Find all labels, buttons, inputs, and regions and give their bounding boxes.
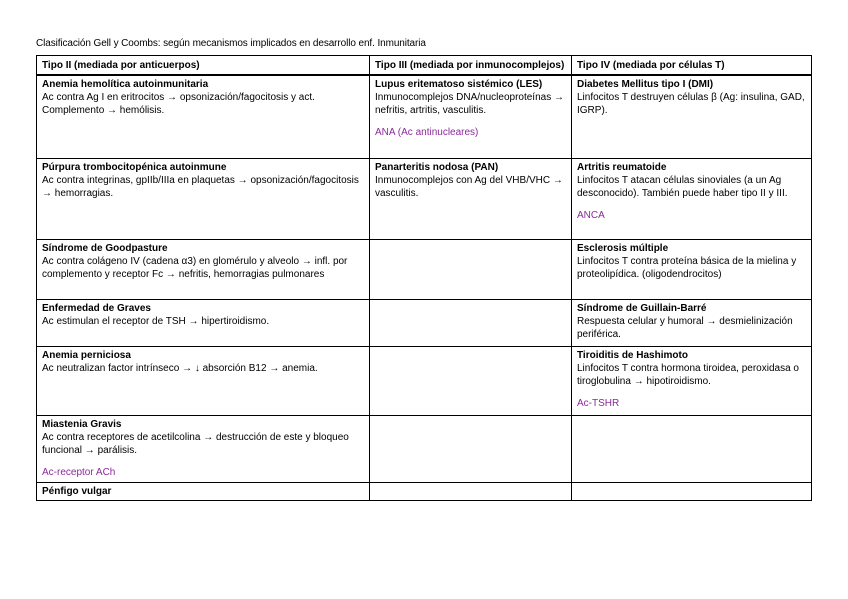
type-iii-cell-empty (370, 416, 572, 483)
disease-title: Pénfigo vulgar (42, 486, 112, 497)
type-ii-cell (37, 416, 370, 483)
type-ii-cell (37, 347, 370, 416)
type-iii-cell-empty (370, 483, 572, 501)
type-ii-cell (37, 300, 370, 347)
disease-title: Lupus eritematoso sistémico (LES) (375, 79, 543, 90)
type-iv-cell-empty (572, 483, 812, 501)
header-type-iii: Tipo III (mediada por inmunocomplejos) (370, 56, 572, 76)
header-type-iv: Tipo IV (mediada por células T) (572, 56, 812, 76)
disease-description: Ac contra integrinas, gpIIb/IIIa en plaquetas → opsonización/fagocitosis → hemorragias. (42, 175, 359, 199)
disease-description: Ac neutralizan factor intrínseco → ↓ absorción B12 → anemia. (42, 363, 318, 374)
header-type-ii: Tipo II (mediada por anticuerpos) (37, 56, 370, 76)
antibody-note: ANCA (577, 210, 605, 221)
antibody-note: Ac-TSHR (577, 398, 620, 409)
type-iv-cell (572, 75, 812, 159)
type-iv-cell (572, 347, 812, 416)
type-iv-cell (572, 300, 812, 347)
table-row (37, 416, 812, 483)
type-ii-cell (37, 75, 370, 159)
type-ii-cell (37, 240, 370, 300)
type-iii-cell (370, 75, 572, 159)
disease-title: Enfermedad de Graves (42, 303, 151, 314)
table-row (37, 347, 812, 416)
classification-table (36, 55, 812, 501)
type-ii-cell (37, 159, 370, 240)
table-row (37, 300, 812, 347)
document-title: Clasificación Gell y Coombs: según mecanismos implicados en desarrollo enf. Inmunitaria (36, 38, 426, 49)
type-iii-cell-empty (370, 240, 572, 300)
disease-description: Inmunocomplejos DNA/nucleoproteínas → nefritis, artritis, vasculitis. (375, 92, 564, 116)
disease-title: Anemia hemolítica autoinmunitaria (42, 79, 209, 90)
antibody-note: Ac-receptor ACh (42, 467, 116, 478)
type-iii-cell-empty (370, 347, 572, 416)
disease-description: Inmunocomplejos con Ag del VHB/VHC → vasculitis. (375, 175, 563, 199)
type-iv-cell (572, 240, 812, 300)
disease-description: Linfocitos T atacan células sinoviales (a un Ag desconocido). También puede haber tipo II y III. (577, 175, 788, 199)
disease-title: Síndrome de Goodpasture (42, 243, 168, 254)
type-iii-cell (370, 159, 572, 240)
disease-description: Ac estimulan el receptor de TSH → hipertiroidismo. (42, 316, 270, 327)
disease-description: Linfocitos T contra hormona tiroidea, peroxidasa o tiroglobulina → hipotiroidismo. (577, 363, 799, 387)
disease-title: Miastenia Gravis (42, 419, 122, 430)
type-iv-cell (572, 159, 812, 240)
disease-description: Ac contra receptores de acetilcolina → destrucción de este y bloqueo funcional → parálisis. (42, 432, 349, 456)
table-row (37, 75, 812, 159)
disease-title: Esclerosis múltiple (577, 243, 669, 254)
disease-title: Panarteritis nodosa (PAN) (375, 162, 499, 173)
disease-title: Púrpura trombocitopénica autoinmune (42, 162, 227, 173)
type-iii-cell-empty (370, 300, 572, 347)
antibody-note: ANA (Ac antinucleares) (375, 127, 479, 138)
disease-description: Ac contra colágeno IV (cadena α3) en glomérulo y alveolo → infl. por complemento y receptor Fc → nefritis, hemorragias pulmonares (42, 256, 348, 280)
disease-title: Tiroiditis de Hashimoto (577, 350, 688, 361)
disease-description: Linfocitos T contra proteína básica de la mielina y proteolipídica. (oligodendrocitos) (577, 256, 797, 280)
table-row (37, 483, 812, 501)
disease-title: Artritis reumatoide (577, 162, 667, 173)
disease-description: Ac contra Ag I en eritrocitos → opsonización/fagocitosis y act. Complemento → hemólisis. (42, 92, 315, 116)
type-iv-cell-empty (572, 416, 812, 483)
table-row (37, 159, 812, 240)
type-ii-cell (37, 483, 370, 501)
disease-description: Linfocitos T destruyen células β (Ag: insulina, GAD, IGRP). (577, 92, 805, 116)
disease-title: Síndrome de Guillain-Barré (577, 303, 707, 314)
disease-title: Diabetes Mellitus tipo I (DMI) (577, 79, 714, 90)
disease-title: Anemia perniciosa (42, 350, 131, 361)
table-header-row (37, 56, 812, 76)
disease-description: Respuesta celular y humoral → desmielinización periférica. (577, 316, 793, 340)
table-row (37, 240, 812, 300)
